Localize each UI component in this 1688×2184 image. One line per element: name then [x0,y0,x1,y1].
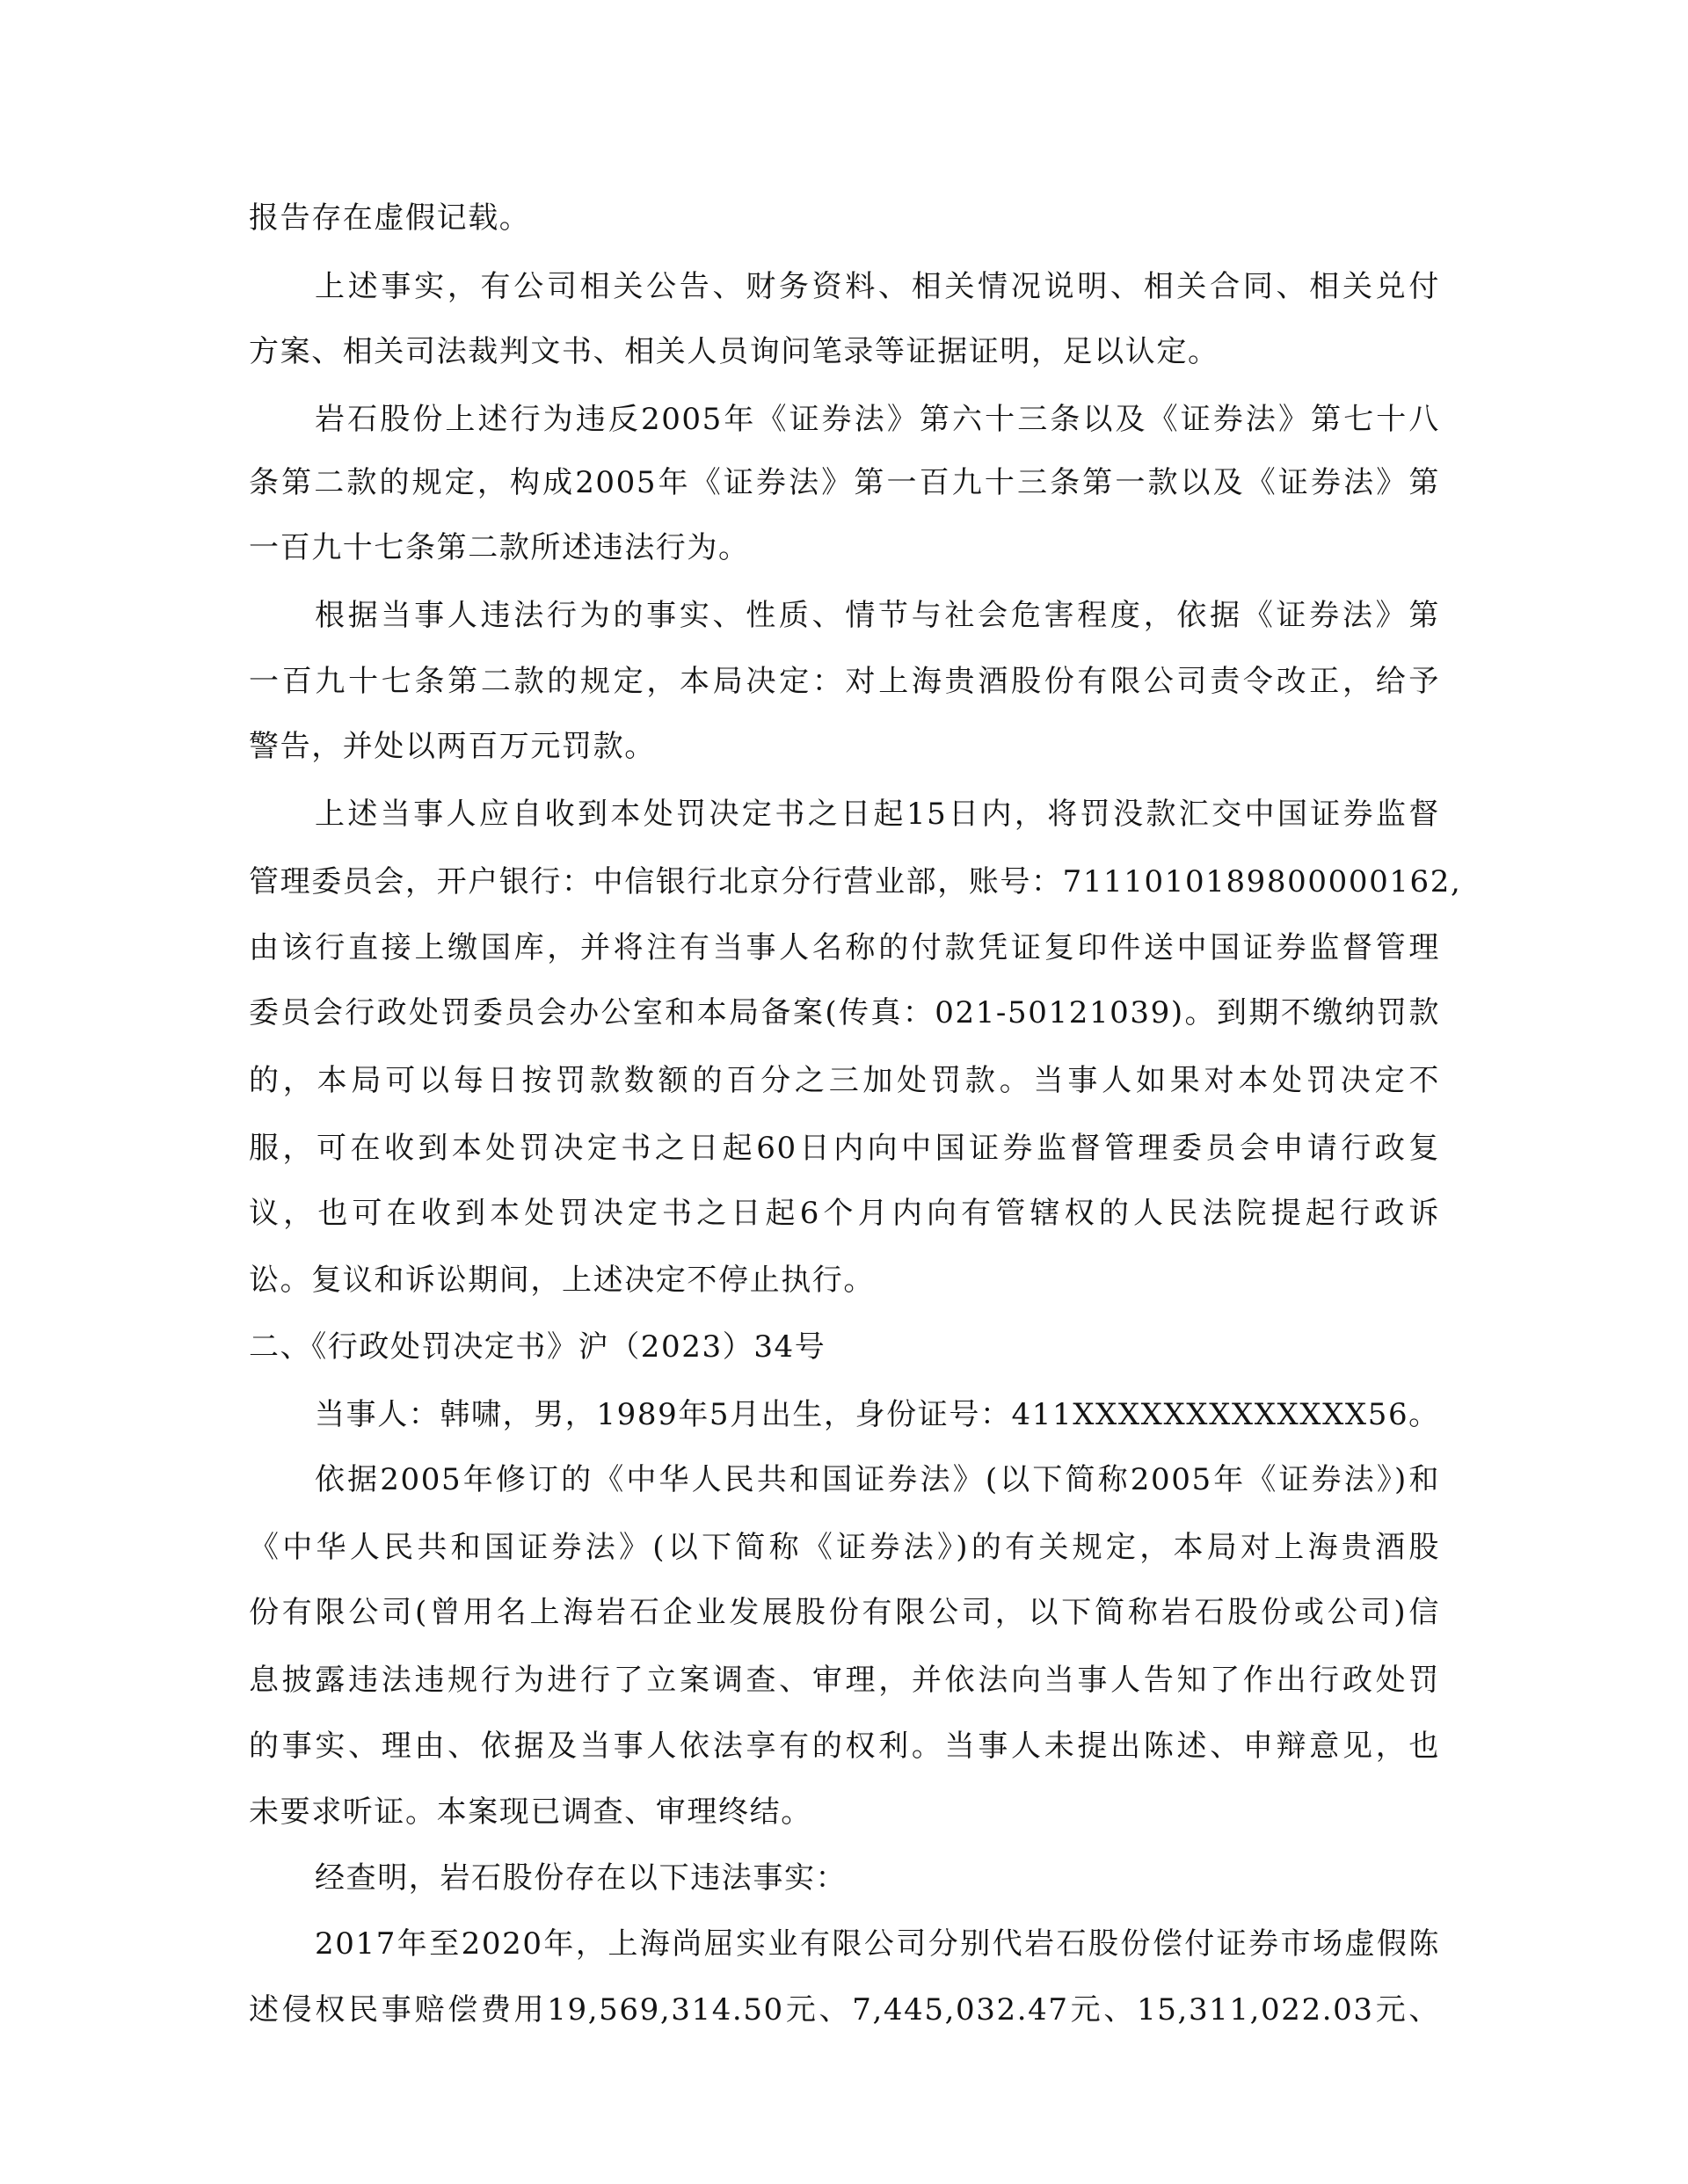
paragraph-line: 上述当事人应自收到本处罚决定书之日起15日内，将罚没款汇交中国证券监督 [315,797,1440,832]
paragraph-line: 根据当事人违法行为的事实、性质、情节与社会危害程度，依据《证券法》第 [315,598,1440,633]
party-info-line: 当事人：韩啸，男，1989年5月出生，身份证号：411XXXXXXXXXXXXX56。 [315,1397,1440,1432]
section-heading: 二、《行政处罚决定书》沪（2023）34号 [249,1329,826,1365]
paragraph-line: 委员会行政处罚委员会办公室和本局备案(传真：021-50121039)。到期不缴纳罚款 [249,995,1440,1030]
paragraph-line: 讼。复议和诉讼期间，上述决定不停止执行。 [249,1263,875,1298]
paragraph-line: 警告，并处以两百万元罚款。 [249,729,656,764]
paragraph-line: 份有限公司(曾用名上海岩石企业发展股份有限公司，以下简称岩石股份或公司)信 [249,1595,1440,1630]
paragraph-line: 的，本局可以每日按罚款数额的百分之三加处罚款。当事人如果对本处罚决定不 [249,1063,1440,1098]
paragraph-line: 服，可在收到本处罚决定书之日起60日内向中国证券监督管理委员会申请行政复 [249,1131,1440,1166]
paragraph-line: 方案、相关司法裁判文书、相关人员询问笔录等证据证明，足以认定。 [249,334,1219,369]
paragraph-line: 管理委员会，开户银行：中信银行北京分行营业部，账号：7111010189800000162, [249,864,1462,899]
paragraph-line: 未要求听证。本案现已调查、审理终结。 [249,1795,812,1830]
paragraph-line: 述侵权民事赔偿费用19,569,314.50元、7,445,032.47元、15,311,022.03元、 [249,1992,1440,2027]
paragraph-line: 报告存在虚假记载。 [249,200,531,236]
paragraph-line: 2017年至2020年，上海尚屈实业有限公司分别代岩石股份偿付证券市场虚假陈 [315,1926,1440,1962]
paragraph-line: 岩石股份上述行为违反2005年《证券法》第六十三条以及《证券法》第七十八 [315,402,1440,437]
paragraph-line: 议，也可在收到本处罚决定书之日起6个月内向有管辖权的人民法院提起行政诉 [249,1196,1440,1231]
paragraph-line: 一百九十七条第二款所述违法行为。 [249,530,750,565]
paragraph-line: 一百九十七条第二款的规定，本局决定：对上海贵酒股份有限公司责令改正，给予 [249,664,1440,699]
paragraph-line: 的事实、理由、依据及当事人依法享有的权利。当事人未提出陈述、申辩意见，也 [249,1729,1440,1764]
paragraph-line: 息披露违法违规行为进行了立案调查、审理，并依法向当事人告知了作出行政处罚 [249,1663,1440,1698]
paragraph-line: 经查明，岩石股份存在以下违法事实： [315,1860,848,1896]
paragraph-line: 上述事实，有公司相关公告、财务资料、相关情况说明、相关合同、相关兑付 [315,269,1440,304]
paragraph-line: 《中华人民共和国证券法》(以下简称《证券法》)的有关规定，本局对上海贵酒股 [249,1530,1440,1565]
paragraph-line: 依据2005年修订的《中华人民共和国证券法》(以下简称2005年《证券法》)和 [315,1462,1440,1497]
paragraph-line: 条第二款的规定，构成2005年《证券法》第一百九十三条第一款以及《证券法》第 [249,465,1440,500]
paragraph-line: 由该行直接上缴国库，并将注有当事人名称的付款凭证复印件送中国证券监督管理 [249,930,1440,965]
